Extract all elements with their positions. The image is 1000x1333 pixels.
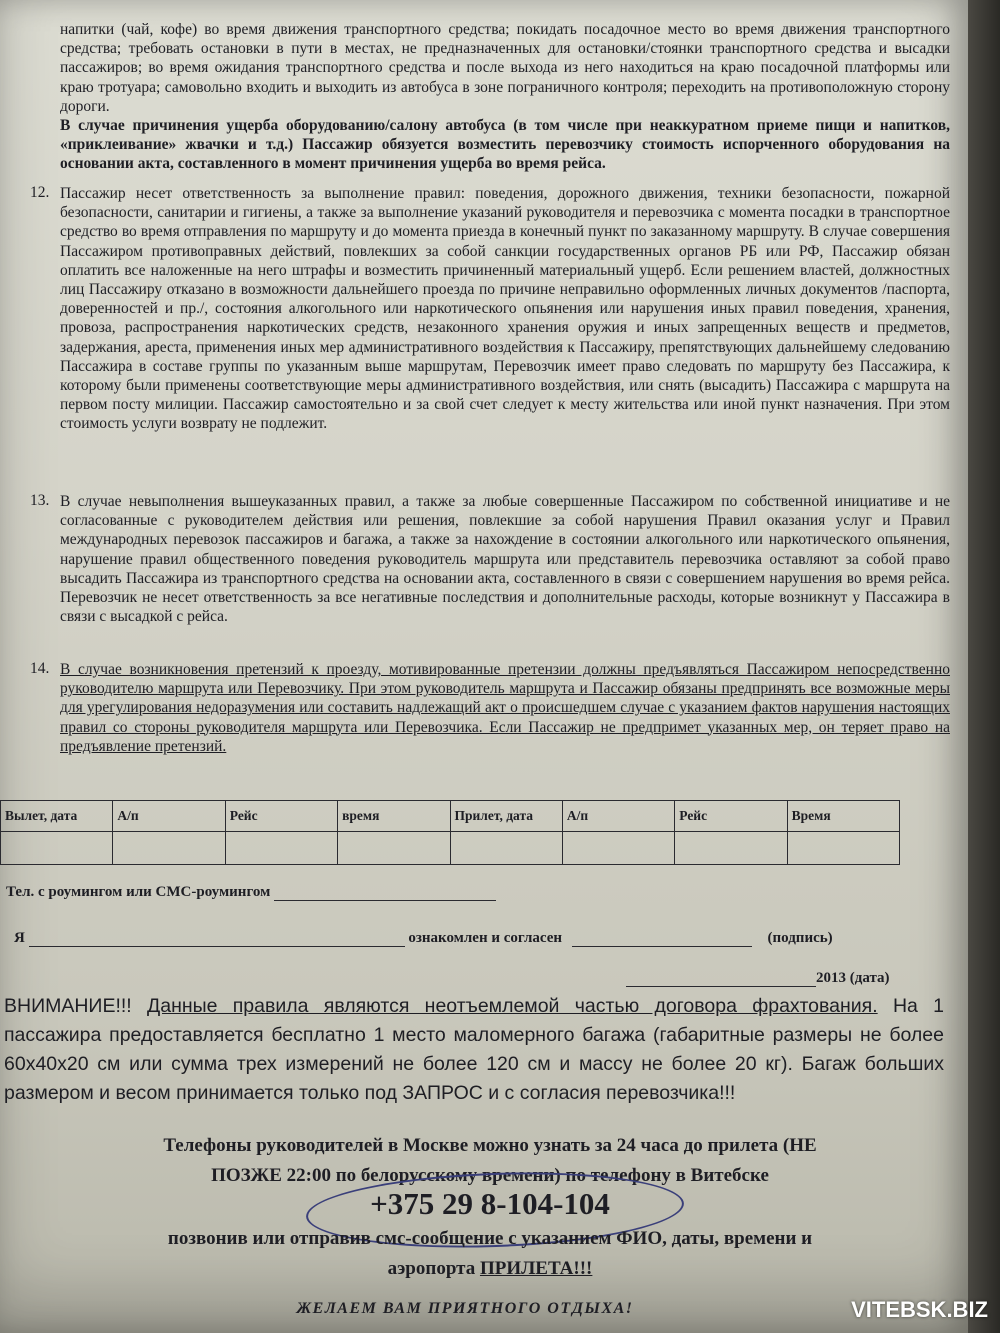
contacts-line2: ПОЗЖЕ 22:00 по белорусскому времени) по телефону в Витебске: [211, 1165, 769, 1186]
table-cell[interactable]: [562, 832, 674, 865]
phone-blank[interactable]: [274, 900, 496, 901]
header-arrival-date: Прилет, дата: [450, 801, 562, 832]
para11-damage-clause: В случае причинения ущерба оборудованию/салону автобуса (в том числе при неаккуратном приеме пищи и напитков, «приклеивание» жвачки и т.д.) Пассажир обязуется возместить перевозчику стоимость испорченного оборудования на основании акта, составленного в момент причинения ущерба во время рейса.: [60, 117, 950, 173]
year-text: 2013: [816, 970, 846, 986]
rule-text: Пассажир несет ответственность за выполнение правил: поведения, дорожного движения, техники безопасности, пожарной безопасности, санитарии и гигиены, а также за выполнение указаний руководителя и перевозчика с момента посадки в транспортное средство во время отправления по маршруту и до момента приезда в конечный пункт по заказанному маршруту. В случае совершения Пассажиром противоправных действий, повлекших за собой санкции государственных органов РБ или РФ, Пассажир обязан оплатить все наложенные на него штрафы и возместить причиненный материальный ущерб. Если решением властей, должностных лиц Пассажиру отказано в возможности дальнейшего проезда по причине неправильно оформленных личных документов /паспорта, доверенностей и пр./, состояния алкогольного или наркотического опьянения или нарушения иных правил поведения, хранения, провоза, распространения наркотических средств, незаконного хранения оружия и иных запрещенных веществ и предметов, задержания, ареста, применения иных мер административного воздействия к Пассажиру, препятствующих дальнейшему следованию Пассажира в составе группы по указанным выше маршрутам, Перевозчик имеет право следовать по маршруту без Пассажира, к которому были применены соответствующие меры административного воздействия, или снять (высадить) Пассажира с маршрута на первом посту милиции. Пассажир самостоятельно и за свой счет следует к месту жительства или иной пункт назначения. При этом стоимость услуги возврату не подлежит.: [60, 185, 950, 433]
item-14-text: [60, 660, 950, 756]
header-flight: Рейс: [675, 801, 787, 832]
header-flight: Рейс: [225, 801, 337, 832]
i-label: Я: [14, 930, 25, 946]
flight-table-entry-row: [1, 832, 900, 865]
item-12-number: 12.: [30, 184, 50, 201]
flight-table: [0, 800, 900, 865]
agreement-row: [14, 930, 833, 947]
para11-tail-text: напитки (чай, кофе) во время движения транспортного средства; покидать посадочное место во время движения транспортного средства; требовать остановки в пути в местах, не предназначенных для остановки/стоянки транспортного средства и высадки пассажиров; во время ожидания транспортного средства и после выхода из него находиться на краю посадочной платформы или краю тротуара; самовольно входить и выходить из автобуса в зоне пограничного контроля; переходить на противоположную сторону дороги.: [60, 21, 950, 115]
contacts-line4: [40, 1253, 940, 1284]
name-blank[interactable]: [29, 946, 405, 947]
item-13-number: 13.: [30, 492, 50, 509]
rule-text: В случае возникновения претензий к проезду, мотивированные претензии должны предъявляться Пассажиром непосредственно руководителю маршрута или Перевозчику. При этом руководитель маршрута и Пассажир обязаны предпринять все возможные меры для урегулирования недоразумения или составить надлежащий акт о происшедшем случае с указанием фактов нарушения настоящих правил со стороны руководителя маршрута или Перевозчика. Если Пассажир не предпримет указанных мер, он теряет право на предъявление претензий.: [60, 661, 950, 755]
contacts-line1: Телефоны руководителей в Москве можно узнать за 24 часа до прилета (НЕ: [163, 1135, 817, 1156]
phone-label: Тел. с роумингом или СМС-роумингом: [6, 884, 271, 900]
table-cell[interactable]: [675, 832, 787, 865]
contact-phone-number: +375 29 8-104-104: [370, 1186, 610, 1221]
header-time: время: [338, 801, 450, 832]
table-cell[interactable]: [225, 832, 337, 865]
rule-text: В случае невыполнения вышеуказанных правил, а также за любые совершенные Пассажиром по собственной инициативе и не согласованные с руководителем действия или решения, повлекшие за собой нарушения Правил оказания услуг и Правил международных перевозок пассажиров и багажа, а также за нахождение в состоянии алкогольного или наркотического опьянения, нарушение правил общественного поведения руководитель маршрута или представитель перевозчика оставляют за собой право высадить Пассажира из транспортного средства на основании акта, составленного в связи с совершением нарушения во время рейса. Перевозчик не несет ответственность за все негативные последствия и дополнительные расходы, которые возникнут у Пассажира в связи с высадкой с рейса.: [60, 493, 950, 626]
rules-para11: [60, 20, 950, 174]
watermark-logo: VITEBSK.BIZ: [851, 1297, 988, 1322]
airport-word: аэропорта: [387, 1258, 476, 1279]
date-row: [626, 970, 890, 987]
item-14-number: 14.: [30, 660, 50, 677]
closing-wish: ЖЕЛАЕМ ВАМ ПРИЯТНОГО ОТДЫХА!: [296, 1300, 634, 1317]
table-cell[interactable]: [1, 832, 113, 865]
header-time: Время: [787, 801, 899, 832]
attention-contract-note: Данные правила являются неотъемлемой частью договора фрахтования.: [147, 995, 878, 1017]
signature-blank[interactable]: [572, 946, 752, 947]
table-cell[interactable]: [450, 832, 562, 865]
signature-label: (подпись): [767, 930, 833, 946]
background-edge: [968, 0, 1000, 1333]
attention-heading: ВНИМАНИЕ!!!: [4, 995, 132, 1017]
flight-table-header-row: [1, 801, 900, 832]
contacts-line3: позвонив или отправив смс-сообщение с указанием ФИО, даты, времени и: [167, 1228, 813, 1249]
date-blank[interactable]: [626, 986, 816, 987]
attention-notice: [4, 992, 944, 1108]
agree-label: ознакомлен и согласен: [408, 930, 563, 946]
arrival-emphasis: ПРИЛЕТА!!!: [479, 1258, 593, 1279]
baggage-rules: На 1 пассажира предоставляется бесплатно 1 место маломерного багажа (габаритные размеры не более 60х40х20 см или сумма трех измерений не более 120 см и массу не более 20 кг). Багаж больших размером и весом принимается только под ЗАПРОС и с согласия перевозчика!!!: [4, 995, 945, 1104]
date-label: (дата): [849, 970, 890, 986]
table-cell[interactable]: [787, 832, 899, 865]
table-cell[interactable]: [113, 832, 225, 865]
header-airport: А/п: [562, 801, 674, 832]
item-12-text: [60, 184, 950, 434]
item-13-text: [60, 492, 950, 626]
header-departure-date: Вылет, дата: [1, 801, 113, 832]
header-airport: А/п: [113, 801, 225, 832]
phone-field-row: [6, 884, 496, 901]
table-cell[interactable]: [338, 832, 450, 865]
